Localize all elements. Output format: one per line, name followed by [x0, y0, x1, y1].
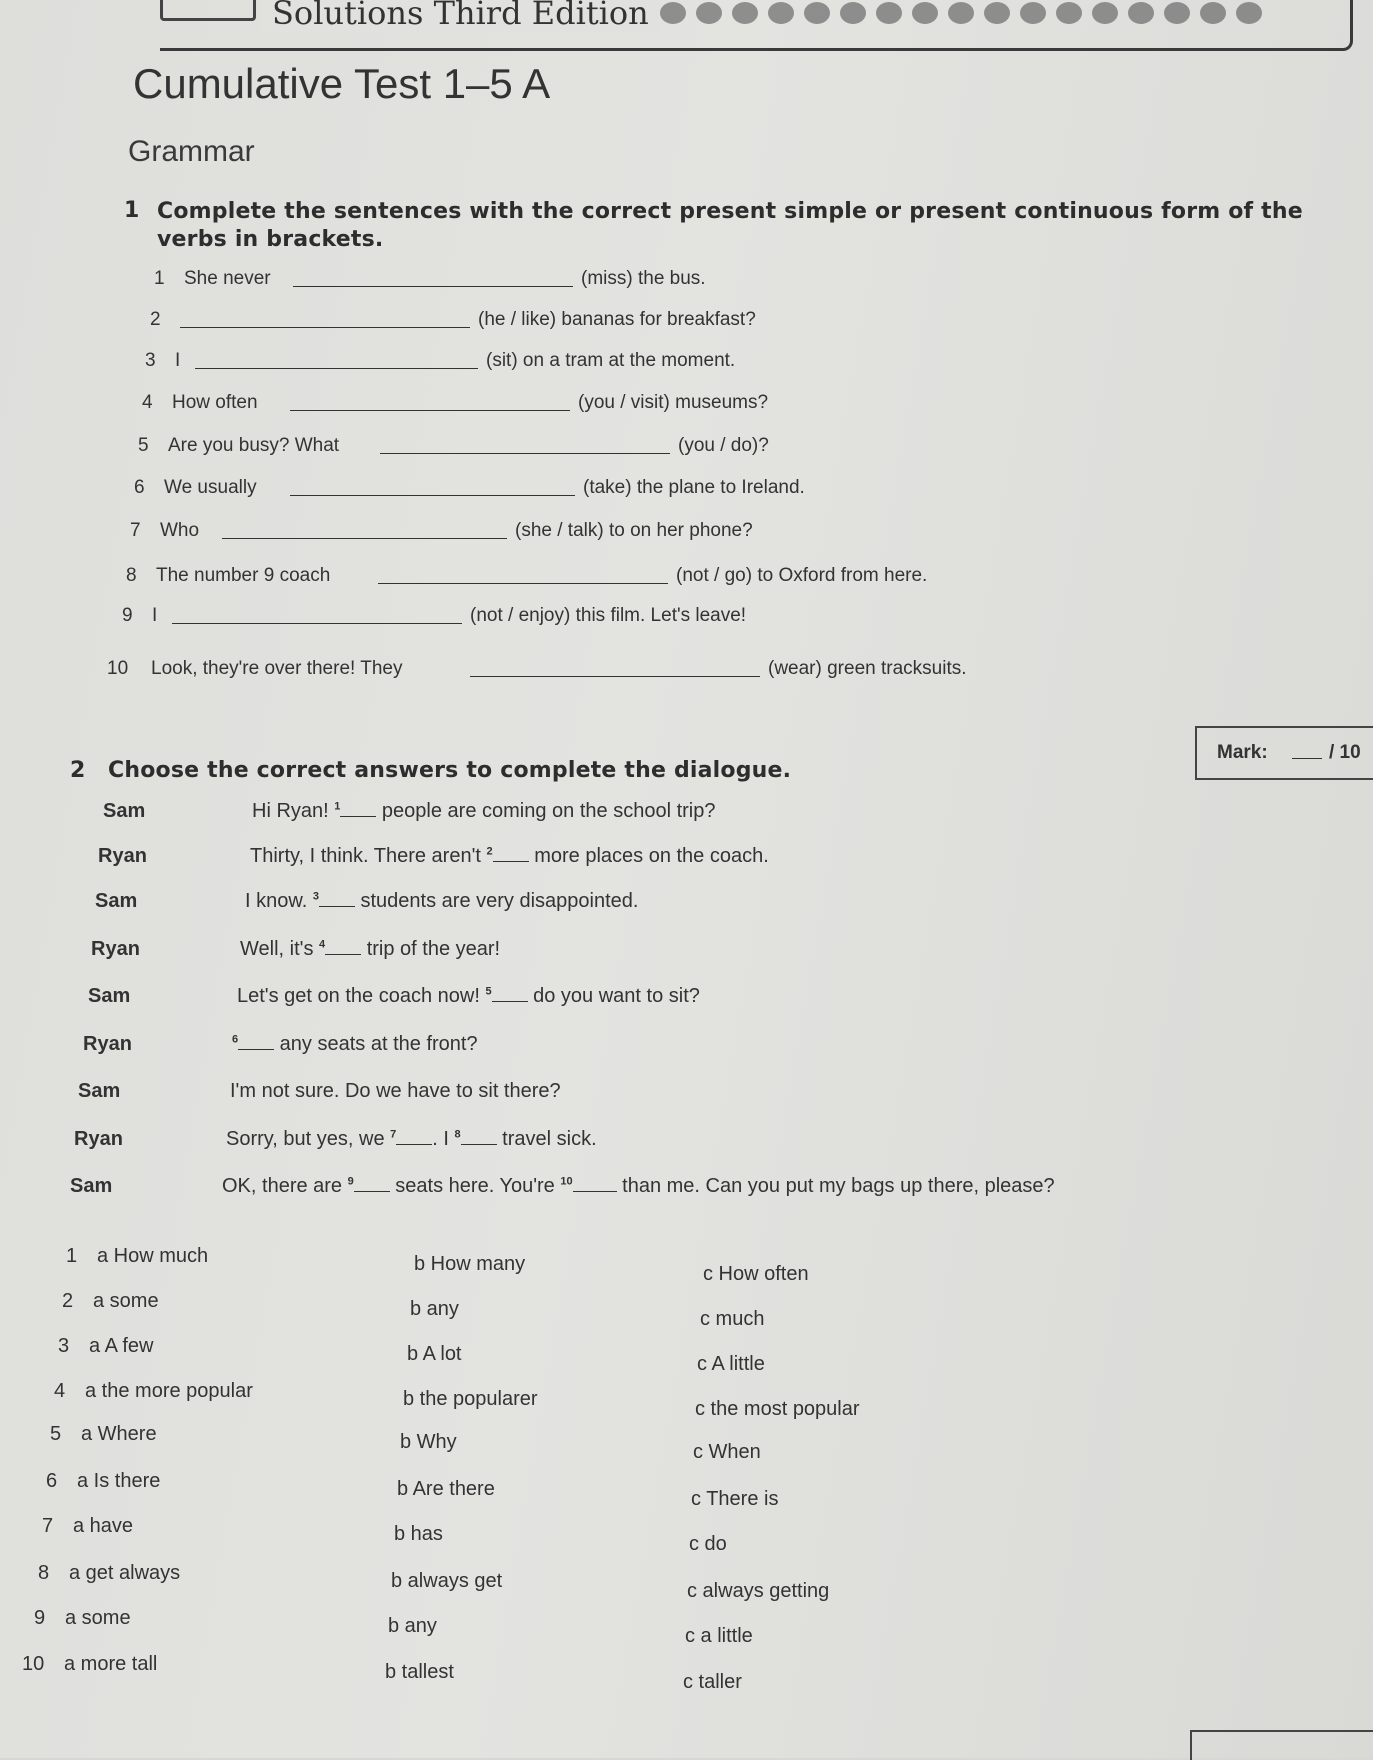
dialogue-gap[interactable] — [461, 1128, 497, 1145]
dialogue-gap[interactable] — [573, 1175, 617, 1192]
answer-blank[interactable] — [290, 392, 570, 411]
exercise1-number: 1 — [124, 198, 140, 223]
option-number: 9 — [34, 1607, 46, 1629]
mark-input[interactable] — [1292, 758, 1322, 759]
header-tab — [160, 0, 256, 21]
gap-number: 2 — [486, 845, 493, 858]
option-c[interactable]: c the most popular — [695, 1398, 860, 1420]
dialogue-text-part: more places on the coach. — [528, 845, 769, 867]
exercise1-instruction: Complete the sentences with the correct present simple or present continuous form of the verbs in brackets. — [157, 199, 1303, 252]
dialogue-text — [226, 1128, 597, 1151]
dialogue-text-part: Thirty, I think. There aren't — [250, 845, 487, 867]
option-a[interactable]: a some — [93, 1290, 159, 1312]
sentence-item — [130, 520, 753, 542]
mark-box — [1195, 726, 1373, 780]
decorative-dots-icon — [660, 2, 1272, 29]
option-c[interactable]: c always getting — [687, 1580, 830, 1602]
answer-blank[interactable] — [195, 350, 478, 369]
option-c[interactable]: c taller — [683, 1671, 742, 1693]
dialogue-gap[interactable] — [493, 845, 529, 862]
sentence-start: How often — [172, 392, 258, 413]
gap-number: 4 — [319, 938, 326, 951]
option-number: 2 — [62, 1290, 74, 1312]
verb-prompt: (he / like) bananas for breakfast? — [478, 309, 756, 330]
speaker-name: Ryan — [91, 938, 140, 960]
sentence-item — [107, 658, 967, 680]
option-a[interactable]: a How much — [97, 1245, 209, 1267]
option-b[interactable]: b any — [388, 1615, 437, 1637]
sentence-number: 6 — [134, 477, 145, 498]
option-number: 3 — [58, 1335, 70, 1357]
sentence-start: We usually — [164, 477, 257, 498]
option-number: 6 — [46, 1470, 58, 1492]
sentence-item — [142, 392, 769, 414]
option-number: 1 — [66, 1245, 78, 1267]
dialogue-text — [252, 800, 715, 823]
verb-prompt: (not / enjoy) this film. Let's leave! — [470, 605, 747, 626]
dialogue-text — [230, 1080, 561, 1103]
verb-prompt: (you / visit) museums? — [578, 392, 769, 413]
answer-blank[interactable] — [378, 565, 668, 584]
verb-prompt: (not / go) to Oxford from here. — [676, 565, 928, 586]
sentence-number: 3 — [145, 350, 156, 371]
dialogue-text-part: do you want to sit? — [527, 985, 700, 1007]
mark-total: / 10 — [1329, 742, 1361, 763]
option-a[interactable]: a have — [73, 1515, 134, 1537]
exercise2-instruction: Choose the correct answers to complete the dialogue. — [108, 758, 792, 783]
speaker-name: Ryan — [98, 845, 147, 867]
answer-blank[interactable] — [380, 435, 670, 454]
verb-prompt: (you / do)? — [678, 435, 769, 456]
sentence-number: 5 — [138, 435, 149, 456]
sentence-item — [154, 268, 706, 290]
verb-prompt: (she / talk) to on her phone? — [515, 520, 753, 541]
gap-number: 7 — [390, 1128, 397, 1141]
sentence-item — [145, 350, 736, 372]
answer-blank[interactable] — [470, 658, 760, 677]
option-c[interactable]: c How often — [703, 1263, 809, 1285]
speaker-name: Sam — [103, 800, 146, 822]
verb-prompt: (sit) on a tram at the moment. — [486, 350, 736, 371]
answer-blank[interactable] — [172, 605, 462, 624]
option-number: 4 — [54, 1380, 66, 1402]
speaker-name: Sam — [95, 890, 138, 912]
dialogue-text-part: Let's get on the coach now! — [237, 985, 486, 1007]
dialogue-gap[interactable] — [396, 1128, 432, 1145]
option-b[interactable]: b Are there — [397, 1478, 495, 1500]
option-a[interactable]: a some — [65, 1607, 131, 1629]
dialogue-text — [222, 1175, 1055, 1198]
dialogue-text-part: . I — [432, 1128, 455, 1150]
mark-label: Mark: — [1217, 742, 1268, 763]
answer-blank[interactable] — [222, 520, 507, 539]
series-title: Solutions Third Edition — [262, 0, 659, 32]
speaker-name: Ryan — [83, 1033, 132, 1055]
dialogue-text-part: students are very disappointed. — [354, 890, 639, 912]
option-a[interactable]: a get always — [69, 1562, 181, 1584]
sentence-start: The number 9 coach — [156, 565, 331, 586]
option-b[interactable]: b Why — [400, 1431, 457, 1453]
sentence-number: 9 — [122, 605, 133, 626]
option-b[interactable]: b always get — [391, 1570, 503, 1592]
exercise2-number: 2 — [70, 758, 86, 783]
sentence-start: Who — [160, 520, 200, 541]
speaker-name: Sam — [88, 985, 131, 1007]
dialogue-gap[interactable] — [492, 985, 528, 1002]
option-number: 10 — [22, 1653, 45, 1675]
gap-number: 1 — [334, 800, 341, 813]
dialogue-text — [245, 890, 638, 913]
option-number: 5 — [50, 1423, 62, 1445]
dialogue-text-part: Sorry, but yes, we — [226, 1128, 391, 1150]
section-title: Grammar — [128, 135, 255, 168]
answer-blank[interactable] — [293, 268, 573, 287]
dialogue-text-part: trip of the year! — [361, 938, 501, 960]
dialogue-gap[interactable] — [325, 938, 361, 955]
dialogue-text-part: travel sick. — [496, 1128, 597, 1150]
dialogue-text-part: OK, there are — [222, 1175, 348, 1197]
dialogue-text-part: I know. — [245, 890, 313, 912]
sentence-start: She never — [184, 268, 271, 289]
footer-mark-box — [1190, 1730, 1373, 1760]
dialogue-gap[interactable] — [238, 1033, 274, 1050]
sentence-item — [126, 565, 928, 587]
sentence-start: Are you busy? What — [168, 435, 340, 456]
dialogue-text — [250, 845, 769, 868]
dialogue-text — [240, 938, 500, 961]
sentence-item — [138, 435, 769, 457]
verb-prompt: (take) the plane to Ireland. — [583, 477, 805, 498]
speaker-name: Ryan — [74, 1128, 123, 1150]
sentence-number: 2 — [150, 309, 161, 330]
option-number: 7 — [42, 1515, 54, 1537]
gap-number: 8 — [454, 1128, 461, 1141]
verb-prompt: (wear) green tracksuits. — [768, 658, 967, 679]
gap-number: 10 — [560, 1175, 573, 1188]
dialogue-text — [237, 985, 700, 1008]
sentence-number: 7 — [130, 520, 141, 541]
dialogue-gap[interactable] — [319, 890, 355, 907]
option-c[interactable]: c There is — [691, 1488, 779, 1510]
dialogue-text-part: Well, it's — [240, 938, 320, 960]
sentence-number: 8 — [126, 565, 137, 586]
option-b[interactable]: b tallest — [385, 1661, 454, 1683]
dialogue-text-part: than me. Can you put my bags up there, please? — [616, 1175, 1055, 1197]
sentence-number: 1 — [154, 268, 165, 289]
dialogue-text-part: Hi Ryan! — [252, 800, 335, 822]
option-c[interactable]: c A little — [697, 1353, 765, 1375]
dialogue-gap[interactable] — [354, 1175, 390, 1192]
option-c[interactable]: c a little — [685, 1625, 753, 1647]
option-a[interactable]: a more tall — [64, 1653, 158, 1675]
dialogue-text-part: seats here. You're — [389, 1175, 561, 1197]
option-a[interactable]: a Is there — [77, 1470, 161, 1492]
option-number: 8 — [38, 1562, 50, 1584]
option-c[interactable]: c much — [700, 1308, 765, 1330]
option-a[interactable]: a A few — [89, 1335, 154, 1357]
dialogue-text — [232, 1033, 478, 1056]
option-b[interactable]: b any — [410, 1298, 459, 1320]
option-a[interactable]: a Where — [81, 1423, 157, 1445]
sentence-item — [134, 477, 805, 499]
test-title: Cumulative Test 1–5 A — [133, 60, 551, 107]
sentence-number: 10 — [107, 658, 129, 679]
gap-number: 6 — [232, 1033, 239, 1046]
dialogue-text-part: any seats at the front? — [274, 1033, 478, 1055]
sentence-number: 4 — [142, 392, 153, 413]
dialogue-text-part: people are coming on the school trip? — [376, 800, 716, 822]
answer-blank[interactable] — [290, 477, 575, 496]
sentence-start: I — [175, 350, 181, 371]
sentence-start: I — [152, 605, 158, 626]
option-a[interactable]: a the more popular — [85, 1380, 253, 1402]
sentence-item — [122, 605, 747, 627]
sentence-item — [150, 309, 756, 331]
sentence-start: Look, they're over there! They — [151, 658, 403, 679]
option-b[interactable]: b the popularer — [403, 1388, 538, 1410]
option-b[interactable]: b How many — [414, 1253, 526, 1275]
gap-number: 9 — [347, 1175, 354, 1188]
gap-number: 3 — [312, 890, 319, 903]
option-b[interactable]: b has — [394, 1523, 443, 1545]
answer-blank[interactable] — [180, 309, 470, 328]
speaker-name: Sam — [78, 1080, 121, 1102]
gap-number: 5 — [485, 985, 492, 998]
dialogue-gap[interactable] — [340, 800, 376, 817]
option-c[interactable]: c do — [689, 1533, 727, 1555]
option-b[interactable]: b A lot — [407, 1343, 462, 1365]
verb-prompt: (miss) the bus. — [581, 268, 706, 289]
speaker-name: Sam — [70, 1175, 113, 1197]
dialogue-text-part: I'm not sure. Do we have to sit there? — [230, 1080, 561, 1102]
option-c[interactable]: c When — [693, 1441, 761, 1463]
